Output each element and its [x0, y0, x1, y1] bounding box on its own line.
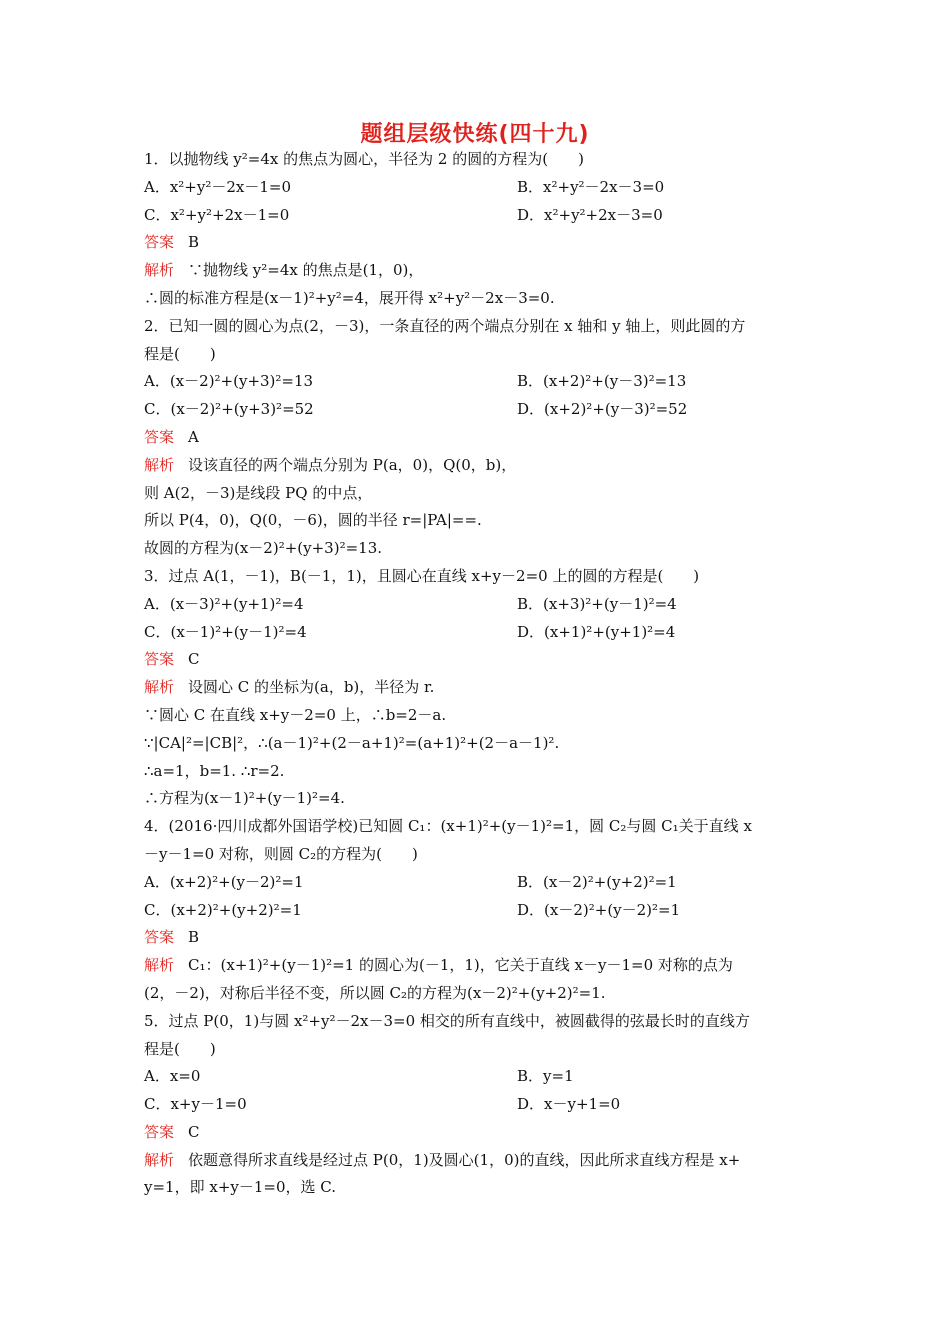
- question-3-stem: 3．过点 A(1，－1)，B(－1，1)，且圆心在直线 x+y－2=0 上的圆的方程是( ): [144, 566, 700, 585]
- question-4-options-row-1: [144, 869, 814, 897]
- answer-value: A: [188, 427, 199, 446]
- option-b: B．x²+y²－2x－3=0: [517, 177, 665, 196]
- question-5-analysis-line: 解析 依题意得所求直线是经过点 P(0，1)及圆心(1，0)的直线，因此所求直线方程是 x+: [144, 1150, 741, 1169]
- question-2-options-row-2: [144, 396, 814, 424]
- question-2-analysis-line: 所以 P(4，0)，Q(0，－6)，圆的半径 r=|PA|==.: [144, 511, 482, 530]
- question-5-stem: 程是( ): [144, 1039, 216, 1058]
- answer-label: 答案: [144, 427, 175, 446]
- answer-label: 答案: [144, 650, 175, 669]
- analysis-label: 解析: [144, 1150, 175, 1169]
- question-5-answer: [144, 1119, 814, 1147]
- question-5-stem: 5．过点 P(0，1)与圆 x²+y²－2x－3=0 相交的所有直线中，被圆截得的弦最长时的直线方: [144, 1011, 750, 1030]
- analysis-label: 解析: [144, 261, 175, 280]
- question-1-analysis-line: 解析 ∵抛物线 y²=4x 的焦点是(1，0)，: [144, 261, 424, 280]
- question-4-analysis-line: (2，－2)，对称后半径不变，所以圆 C₂的方程为(x－2)²+(y+2)²=1.: [144, 983, 606, 1002]
- question-3-options-row-2: [144, 619, 814, 647]
- option-a: A．x=0: [144, 1067, 201, 1086]
- question-3-answer: [144, 646, 814, 674]
- option-a: A．x²+y²－2x－1=0: [144, 177, 292, 196]
- answer-value: B: [188, 233, 200, 252]
- option-a: A．(x－3)²+(y+1)²=4: [144, 594, 304, 613]
- question-4-stem: －y－1=0 对称，则圆 C₂的方程为( ): [144, 844, 418, 863]
- option-c: C．(x－1)²+(y－1)²=4: [144, 622, 307, 641]
- question-5-analysis-line: y=1，即 x+y－1=0，选 C.: [144, 1178, 336, 1197]
- option-d: D．x²+y²+2x－3=0: [517, 205, 663, 224]
- question-3-analysis-line: ∵圆心 C 在直线 x+y－2=0 上，∴b=2－a.: [144, 705, 447, 724]
- question-list: [144, 146, 814, 1202]
- question-2-analysis-line: 则 A(2，－3)是线段 PQ 的中点，: [144, 483, 373, 502]
- option-b: B．y=1: [517, 1067, 574, 1086]
- option-a: A．(x+2)²+(y－2)²=1: [144, 872, 304, 891]
- question-3-analysis-line: ∴a=1，b=1. ∴r=2.: [144, 761, 285, 780]
- question-3-analysis-line: ∵|CA|²=|CB|²，∴(a－1)²+(2－a+1)²=(a+1)²+(2－a－1)².: [144, 733, 560, 752]
- question-1-options-row-2: [144, 202, 814, 230]
- answer-value: C: [188, 1122, 200, 1141]
- option-c: C．(x－2)²+(y+3)²=52: [144, 400, 314, 419]
- question-2-options-row-1: [144, 368, 814, 396]
- answer-value: B: [188, 928, 200, 947]
- option-d: D．x－y+1=0: [517, 1095, 621, 1114]
- question-5-options-row-1: [144, 1063, 814, 1091]
- option-d: D．(x+1)²+(y+1)²=4: [517, 622, 676, 641]
- option-d: D．(x+2)²+(y－3)²=52: [517, 400, 688, 419]
- question-3-options-row-1: [144, 591, 814, 619]
- question-2-stem: 程是( ): [144, 344, 216, 363]
- analysis-label: 解析: [144, 678, 175, 697]
- option-b: B．(x+2)²+(y－3)²=13: [517, 372, 687, 391]
- question-2-stem: 2．已知一圆的圆心为点(2，－3)，一条直径的两个端点分别在 x 轴和 y 轴上，则此圆的方: [144, 316, 746, 335]
- question-4-stem: 4．(2016·四川成都外国语学校)已知圆 C₁：(x+1)²+(y－1)²=1，圆 C₂与圆 C₁关于直线 x: [144, 817, 752, 836]
- question-4-analysis-line: 解析 C₁：(x+1)²+(y－1)²=1 的圆心为(－1，1)，它关于直线 x－y－1=0 对称的点为: [144, 956, 733, 975]
- question-3-analysis-line: 解析 设圆心 C 的坐标为(a，b)，半径为 r.: [144, 678, 435, 697]
- question-4-answer: [144, 924, 814, 952]
- option-a: A．(x－2)²+(y+3)²=13: [144, 372, 314, 391]
- question-1-options-row-1: [144, 174, 814, 202]
- answer-label: 答案: [144, 928, 175, 947]
- question-3-analysis-line: ∴方程为(x－1)²+(y－1)²=4.: [144, 789, 345, 808]
- analysis-label: 解析: [144, 956, 175, 975]
- question-2-analysis-line: 故圆的方程为(x－2)²+(y+3)²=13.: [144, 539, 383, 558]
- option-b: B．(x－2)²+(y+2)²=1: [517, 872, 677, 891]
- question-2-analysis-line: 解析 设该直径的两个端点分别为 P(a，0)，Q(0，b)，: [144, 455, 517, 474]
- analysis-label: 解析: [144, 455, 175, 474]
- answer-label: 答案: [144, 1122, 175, 1141]
- answer-label: 答案: [144, 233, 175, 252]
- question-5-options-row-2: [144, 1091, 814, 1119]
- question-1-analysis-line: ∴圆的标准方程是(x－1)²+y²=4，展开得 x²+y²－2x－3=0.: [144, 288, 555, 307]
- question-2-answer: [144, 424, 814, 452]
- option-b: B．(x+3)²+(y－1)²=4: [517, 594, 677, 613]
- question-4-options-row-2: [144, 897, 814, 925]
- page-title: 题组层级快练(四十九): [360, 122, 590, 147]
- question-1-answer: [144, 229, 814, 257]
- option-c: C．(x+2)²+(y+2)²=1: [144, 900, 302, 919]
- option-d: D．(x－2)²+(y－2)²=1: [517, 900, 681, 919]
- answer-value: C: [188, 650, 200, 669]
- question-1-stem: 1．以抛物线 y²=4x 的焦点为圆心，半径为 2 的圆的方程为( ): [144, 150, 584, 168]
- option-c: C．x²+y²+2x－1=0: [144, 205, 290, 224]
- option-c: C．x+y－1=0: [144, 1095, 247, 1114]
